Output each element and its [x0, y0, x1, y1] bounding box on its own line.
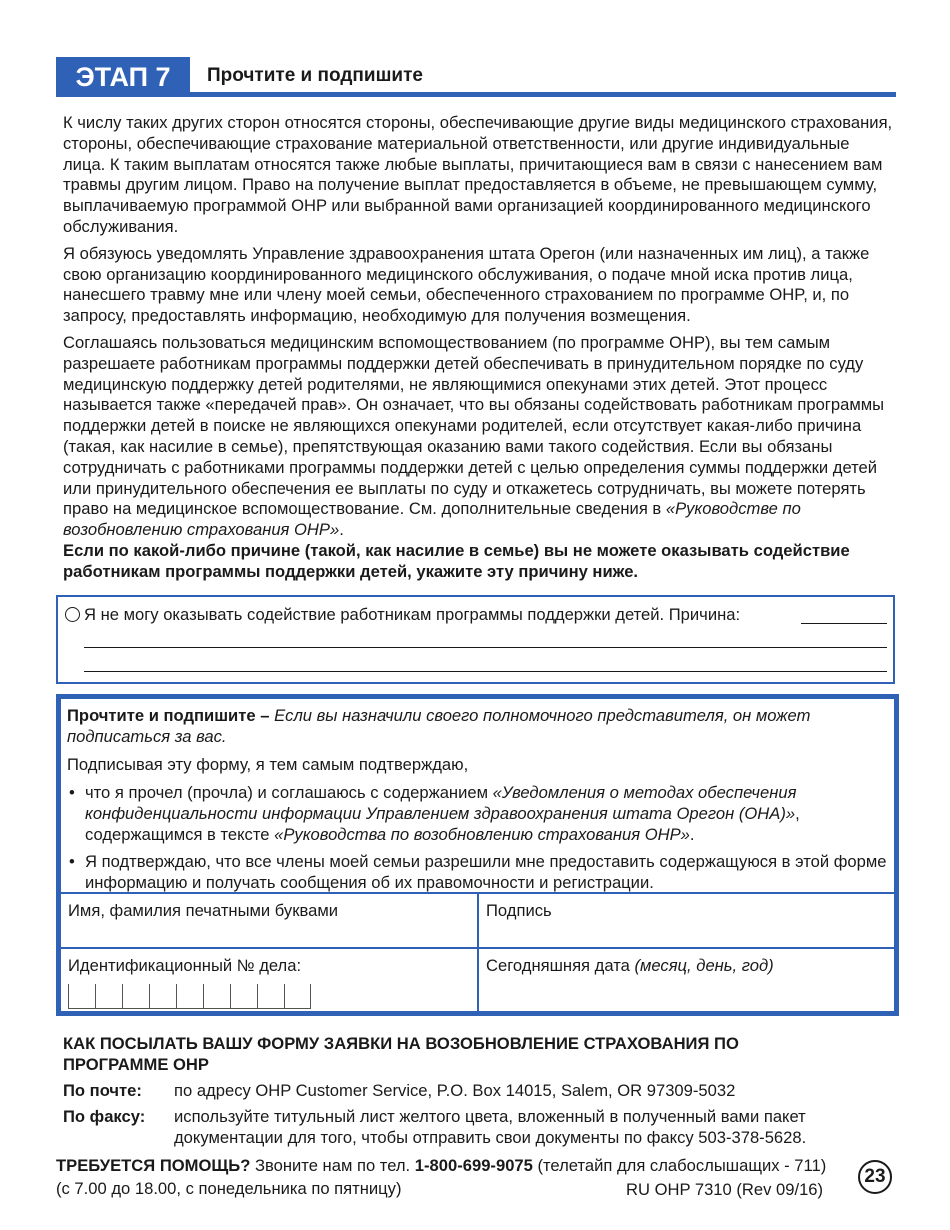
tty-info: (телетайп для слабослышащих - 711) [532, 1156, 827, 1175]
date-hint: (месяц, день, год) [634, 956, 774, 975]
case-id-boxes[interactable] [68, 984, 311, 1009]
mail-address: по адресу OHP Customer Service, P.O. Box 14015, Salem, OR 97309-5032 [174, 1081, 736, 1100]
printed-name-field[interactable] [61, 892, 477, 949]
signature-label: Подпись [486, 901, 552, 920]
sign-intro: Подписывая эту форму, я тем самым подтверждаю, [67, 755, 469, 774]
privacy-notice-reference: «Уведомления о методах обеспечения конфиденциальности информации Управлением здравоохранения штата Орегон (OHA)» [85, 783, 797, 823]
step-header [56, 57, 896, 97]
page-number: 23 [858, 1160, 892, 1194]
reason-label: Я не могу оказывать содействие работникам программы поддержки детей. Причина: [84, 605, 741, 624]
case-id-label: Идентификационный № дела: [68, 956, 302, 975]
guide-reference-2: «Руководства по возобновлению страхования OHP» [274, 825, 690, 844]
date-label: Сегодняшняя дата [486, 956, 635, 975]
step-title: Прочтите и подпишите [207, 65, 423, 86]
date-field[interactable] [479, 947, 894, 1011]
fax-label: По факсу: [63, 1107, 146, 1126]
paragraph-third-parties: К числу таких других сторон относятся стороны, обеспечивающие другие виды медицинского страхования, стороны, обеспечивающие страхование материальной ответственности, или другие индивидуальные лица. К таким выплатам относятся также любые выплаты, причитающиеся вам в связи с нанесением вам травмы другим лицом. Право на получение выплат предоставляется в объеме, не превышающем сумму, выплачиваемую программой OHP или выбранной вами организацией координированного медицинского обслуживания. [63, 113, 893, 236]
fax-instructions: используйте титульный лист желтого цвета, вложенный в полученный вами пакет документации для того, чтобы отправить свои документы по факсу 503-378-5628. [174, 1107, 807, 1147]
help-heading: ТРЕБУЕТСЯ ПОМОЩЬ? [56, 1156, 251, 1175]
mail-row [63, 1080, 883, 1102]
field-divider [477, 892, 479, 1011]
sign-heading-bold: Прочтите и подпишите – [67, 706, 270, 725]
reason-input-line-1[interactable] [801, 623, 887, 624]
fax-row [63, 1106, 883, 1150]
signature-section [56, 694, 899, 1016]
child-support-period: . [339, 520, 344, 540]
paragraph-notify: Я обязуюсь уведомлять Управление здравоохранения штата Орегон (или назначенных им лиц), а также свою организацию координированного медицинского обслуживания, о подаче мной иска против лица, нанесшего травму мне или члену моей семьи, обеспеченного страхованием по программе OHP, и, по запросу, предоставлять информацию, необходимую для получения возмещения. [63, 243, 870, 326]
confirmation-item: • что я прочел (прочла) и соглашаюсь с содержанием «Уведомления о методах обеспечения конфиденциальности информации Управлением здравоохранения штата Орегон (OHA)», содержащимся в тексте «Руководства по возобновлению страхования OHP». [67, 782, 892, 845]
child-support-instruction: Если по какой-либо причине (такой, как насилие в семье) вы не можете оказывать содействие работникам программы поддержки детей, укажите эту причину ниже. [63, 540, 850, 581]
body-text [63, 113, 893, 589]
reason-input-line-2[interactable] [84, 647, 887, 648]
reason-radio[interactable] [65, 607, 80, 622]
help-hours: (с 7.00 до 18.00, с понедельника по пятницу) [56, 1179, 402, 1198]
mail-label: По почте: [63, 1081, 142, 1100]
child-support-text: Соглашаясь пользоваться медицинским вспомоществованием (по программе OHP), вы тем самым разрешаете работникам программы поддержки детей обеспечивать в принудительном порядке по суду медицинскую поддержку детей родителями, не являющимися опекунами этих детей. Этот процесс называется также «передачей прав». Он означает, что вы обязаны содействовать работникам программы поддержки детей в поиске не являющихся опекунами родителей, если отсутствует какая-либо причина (такая, как насилие в семье), препятствующая оказанию вами такого содействия. Если вы обязаны сотрудничать с работниками программы поддержки детей с целью определения суммы поддержки детей или принудительного обеспечения ее выплаты по суду и откажетесь сотрудничать, вы можете потерять право на медицинское вспомоществование. См. дополнительные сведения в [63, 332, 885, 519]
printed-name-label: Имя, фамилия печатными буквами [68, 901, 339, 920]
send-instructions-title: КАК ПОСЫЛАТЬ ВАШУ ФОРМУ ЗАЯВКИ НА ВОЗОБНОВЛЕНИЕ СТРАХОВАНИЯ ПО ПРОГРАММЕ OHP [63, 1034, 739, 1074]
signature-field[interactable] [479, 892, 894, 949]
confirmation-item: • Я подтверждаю, что все члены моей семьи разрешили мне предоставить содержащуюся в этой форме информацию и получать сообщения об их правомочности и регистрации. [67, 851, 892, 893]
sign-heading-note: Если вы назначили своего полномочного представителя, он может подписаться за вас. [67, 706, 811, 746]
reason-box [56, 595, 895, 684]
signature-fields [61, 892, 894, 1011]
guide-reference: «Руководстве по возобновлению страхования OHP» [63, 499, 801, 540]
case-id-field[interactable] [61, 947, 477, 1011]
help-phone: 1-800-699-9075 [414, 1156, 533, 1175]
paragraph-child-support [63, 333, 893, 583]
reason-input-line-3[interactable] [84, 671, 887, 672]
form-code: RU OHP 7310 (Rev 09/16) [626, 1180, 824, 1199]
sign-heading [67, 705, 892, 747]
step-label: ЭТАП 7 [56, 57, 190, 97]
help-footer: ТРЕБУЕТСЯ ПОМОЩЬ? Звоните нам по тел. 1-800-699-9075 (телетайп для слабослышащих - 711) (с 7.00 до 18.00, с понедельника по пятницу) [56, 1156, 827, 1198]
